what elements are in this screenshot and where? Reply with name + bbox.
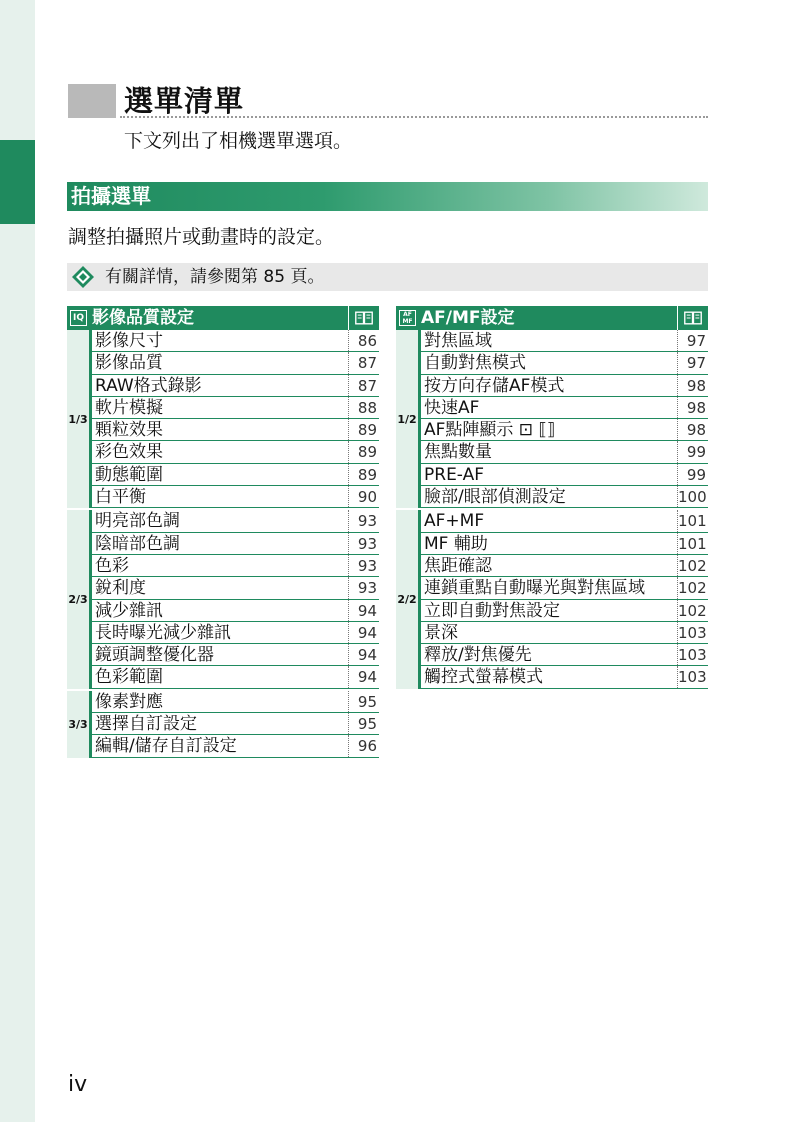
menu-item-label: 對焦區域 <box>424 331 492 351</box>
menu-item-page: 98 <box>677 419 708 440</box>
menu-row <box>92 666 379 688</box>
menu-row <box>92 419 379 441</box>
menu-row <box>421 397 708 419</box>
menu-row <box>92 352 379 374</box>
menu-row <box>421 464 708 486</box>
menu-item-label: 按方向存儲AF模式 <box>424 375 565 396</box>
menu-row <box>421 419 708 441</box>
af-mf-table <box>396 306 708 691</box>
menu-item-page: 93 <box>348 533 379 554</box>
menu-item-page: 87 <box>348 352 379 373</box>
menu-row <box>92 600 379 622</box>
menu-row <box>92 510 379 532</box>
menu-item-page: 86 <box>348 330 379 351</box>
menu-item-page: 102 <box>678 556 707 575</box>
menu-item-label: AF點陣顯示 ⊡ ⟦⟧ <box>424 420 556 441</box>
section-description: 調整拍攝照片或動畫時的設定。 <box>68 226 335 248</box>
menu-row <box>421 600 708 622</box>
menu-row <box>421 533 708 555</box>
menu-item-page: 89 <box>348 464 379 485</box>
menu-item-label: 影像尺寸 <box>95 331 163 351</box>
section-title: 拍攝選單 <box>71 184 151 208</box>
menu-item-page: 102 <box>678 579 707 598</box>
group-page-indicator: 1/2 <box>396 330 421 508</box>
reference-text: 有關詳情，請參閱第 85 頁。 <box>105 267 325 287</box>
title-divider <box>120 116 708 118</box>
table-body <box>67 330 379 760</box>
menu-item-page: 103 <box>678 668 707 687</box>
page-number: iv <box>68 1072 88 1097</box>
book-icon <box>348 306 379 330</box>
menu-item-page: 95 <box>348 713 379 734</box>
menu-item-label: 編輯/儲存自訂設定 <box>95 736 237 757</box>
menu-item-page: 98 <box>677 397 708 418</box>
page-subtitle: 下文列出了相機選單選項。 <box>124 130 353 152</box>
menu-row <box>92 691 379 713</box>
menu-item-label: 顆粒效果 <box>95 420 163 441</box>
title-marker <box>68 84 116 118</box>
menu-item-label: 減少雜訊 <box>95 600 163 621</box>
book-icon <box>677 306 708 330</box>
menu-row <box>92 735 379 757</box>
menu-row <box>421 644 708 666</box>
table-header <box>67 306 379 330</box>
menu-row <box>92 397 379 419</box>
menu-item-label: 自動對焦模式 <box>424 353 526 374</box>
menu-item-page: 87 <box>348 375 379 396</box>
menu-group <box>396 330 708 510</box>
menu-group <box>67 510 379 690</box>
menu-row <box>92 555 379 577</box>
group-page-indicator: 3/3 <box>67 691 92 758</box>
group-page-indicator: 2/2 <box>396 510 421 688</box>
menu-row <box>92 577 379 599</box>
menu-item-page: 98 <box>677 375 708 396</box>
menu-row <box>92 622 379 644</box>
menu-row <box>92 464 379 486</box>
menu-row <box>421 486 708 508</box>
menu-item-page: 88 <box>348 397 379 418</box>
menu-row <box>421 622 708 644</box>
menu-item-label: 選擇自訂設定 <box>95 714 197 735</box>
menu-row <box>92 330 379 352</box>
menu-row <box>92 441 379 463</box>
menu-item-page: 89 <box>348 419 379 440</box>
menu-item-label: 立即自動對焦設定 <box>424 600 560 621</box>
menu-item-page: 93 <box>348 555 379 576</box>
menu-row <box>421 352 708 374</box>
menu-row <box>421 375 708 397</box>
menu-item-label: 軟片模擬 <box>95 397 163 418</box>
menu-item-label: 臉部/眼部偵測設定 <box>424 487 566 508</box>
menu-group <box>67 330 379 510</box>
menu-item-label: 色彩範圍 <box>95 667 163 688</box>
page-title: 選單清單 <box>124 84 245 118</box>
menu-item-label: 焦點數量 <box>424 442 492 463</box>
menu-row <box>421 441 708 463</box>
menu-item-label: 白平衡 <box>95 487 146 508</box>
menu-row <box>92 375 379 397</box>
menu-row <box>421 577 708 599</box>
menu-item-label: 色彩 <box>95 555 129 576</box>
menu-item-page: 103 <box>678 646 707 665</box>
menu-row <box>92 713 379 735</box>
menu-item-page: 99 <box>677 441 708 462</box>
image-quality-table <box>67 306 379 760</box>
menu-item-page: 96 <box>348 735 379 756</box>
menu-item-page: 89 <box>348 441 379 462</box>
menu-item-page: 94 <box>348 644 379 665</box>
menu-item-page: 90 <box>348 486 379 507</box>
table-header <box>396 306 708 330</box>
menu-row <box>92 486 379 508</box>
menu-item-page: 93 <box>348 577 379 598</box>
reference-icon <box>71 265 95 289</box>
menu-item-label: AF+MF <box>424 511 485 532</box>
menu-group <box>396 510 708 690</box>
menu-item-page: 101 <box>678 534 707 553</box>
menu-item-label: 焦距確認 <box>424 555 492 576</box>
menu-item-label: MF 輔助 <box>424 533 488 554</box>
menu-item-label: 長時曝光減少雜訊 <box>95 622 231 643</box>
menu-item-label: 銳利度 <box>95 578 146 599</box>
menu-item-label: 景深 <box>424 622 458 643</box>
menu-item-label: PRE-AF <box>424 464 484 485</box>
table-body <box>396 330 708 691</box>
menu-item-label: 快速AF <box>424 397 480 418</box>
menu-item-page: 103 <box>678 623 707 642</box>
menu-item-page: 94 <box>348 622 379 643</box>
menu-row <box>92 533 379 555</box>
menu-item-page: 101 <box>678 512 707 531</box>
reference-note <box>67 263 708 291</box>
menu-row <box>421 510 708 532</box>
menu-row <box>421 555 708 577</box>
menu-item-page: 99 <box>677 464 708 485</box>
menu-item-page: 94 <box>348 600 379 621</box>
menu-item-page: 93 <box>348 510 379 531</box>
menu-item-label: 釋放/對焦優先 <box>424 645 532 666</box>
menu-item-label: 鏡頭調整優化器 <box>95 645 214 666</box>
menu-item-label: 像素對應 <box>95 691 163 712</box>
group-page-indicator: 1/3 <box>67 330 92 508</box>
menu-item-page: 95 <box>348 691 379 712</box>
menu-item-label: 明亮部色調 <box>95 511 180 532</box>
menu-row <box>421 666 708 688</box>
menu-item-label: 彩色效果 <box>95 442 163 463</box>
af-mf-icon: AF MF <box>399 310 416 326</box>
section-header <box>67 182 708 211</box>
menu-item-label: 動態範圍 <box>95 464 163 485</box>
menu-item-page: 97 <box>677 352 708 373</box>
table-header-label: AF/MF設定 <box>421 308 515 328</box>
menu-row <box>92 644 379 666</box>
table-header-label: 影像品質設定 <box>92 308 194 328</box>
menu-item-page: 94 <box>348 666 379 687</box>
menu-item-label: 陰暗部色調 <box>95 533 180 554</box>
group-page-indicator: 2/3 <box>67 510 92 688</box>
menu-row <box>421 330 708 352</box>
menu-item-label: 觸控式螢幕模式 <box>424 667 543 688</box>
menu-group <box>67 691 379 760</box>
image-quality-icon: IQ <box>70 310 87 326</box>
menu-item-label: 影像品質 <box>95 353 163 374</box>
chapter-tab <box>0 140 35 224</box>
menu-item-label: RAW格式錄影 <box>95 375 202 396</box>
menu-item-label: 連鎖重點自動曝光與對焦區域 <box>424 578 645 599</box>
menu-item-page: 97 <box>677 330 708 351</box>
menu-item-page: 102 <box>678 601 707 620</box>
menu-item-page: 100 <box>678 488 707 507</box>
